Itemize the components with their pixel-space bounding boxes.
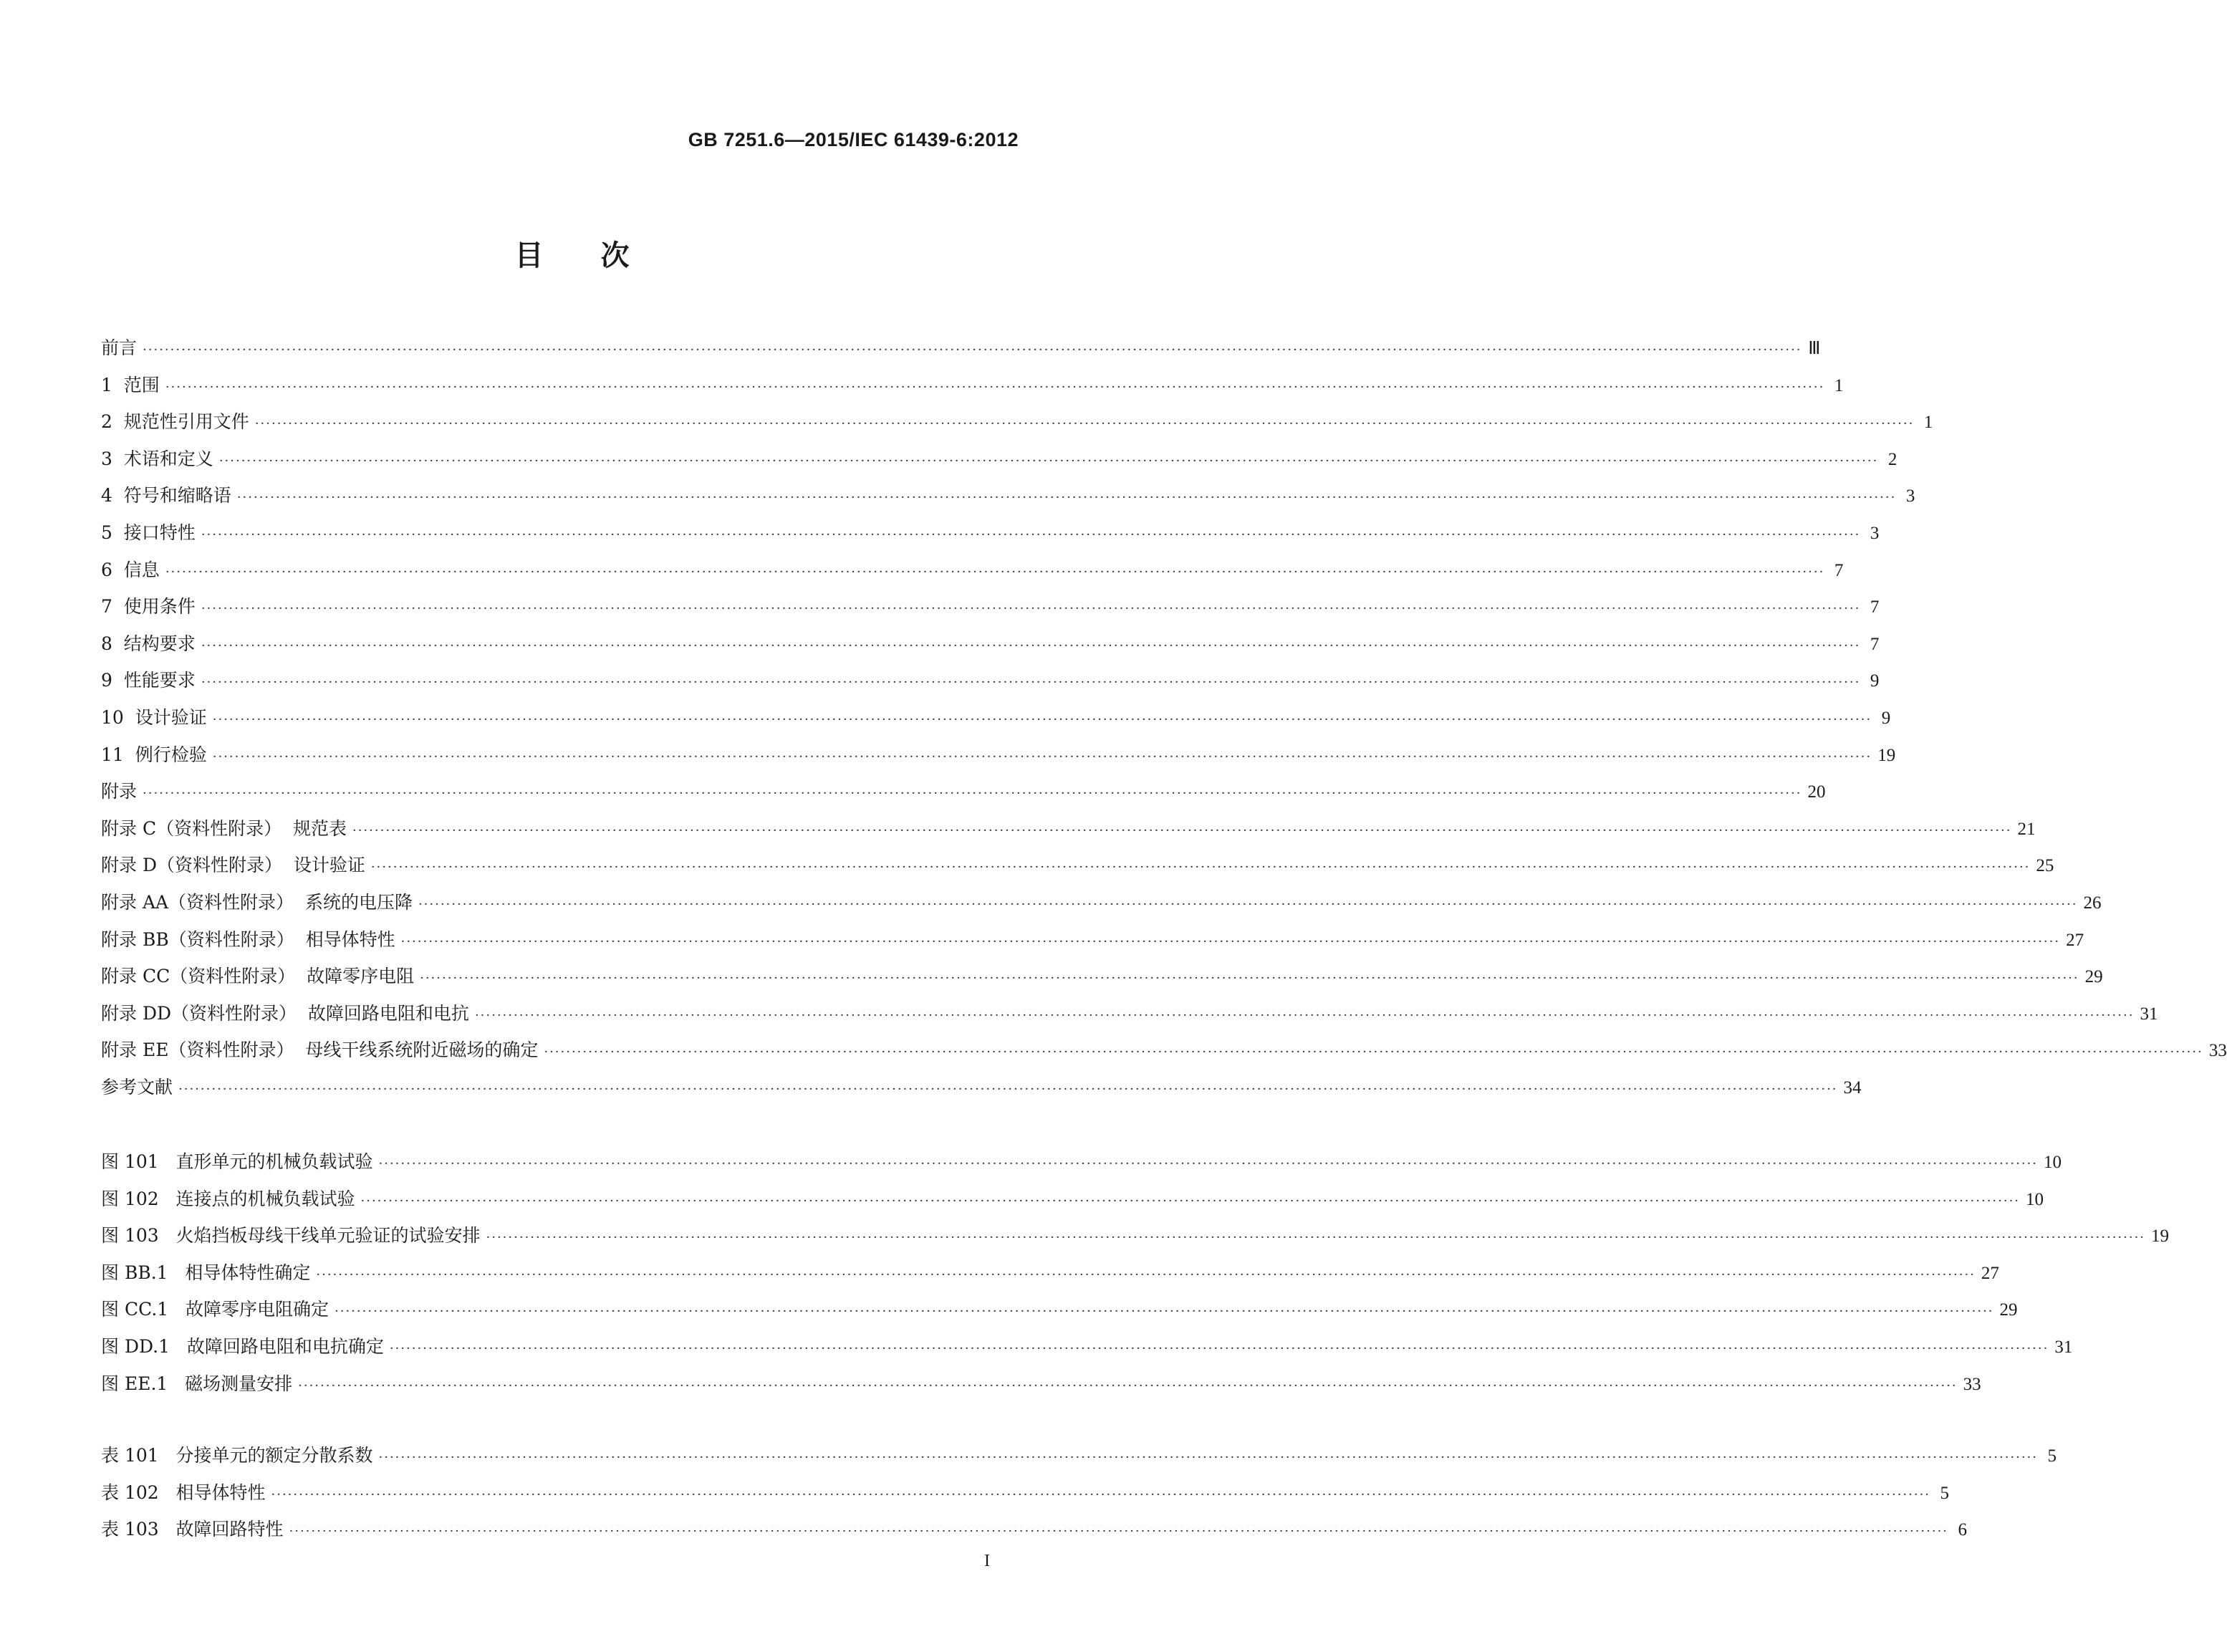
toc-entry-page: 6 [1958,1520,1968,1540]
toc-entry[interactable] [101,588,1880,625]
toc-entry-page: 19 [1877,745,1896,765]
toc-entry-page: 29 [1999,1300,2018,1320]
toc-leader-dots: ············································································································································································································································································································ [236,490,1897,506]
toc-entry[interactable] [101,625,1880,663]
toc-leader-dots: ············································································································································································································································································································ [298,1378,1958,1393]
toc-entry-page: 34 [1843,1077,1862,1098]
toc-entry-page: 7 [1834,560,1844,580]
toc-entry[interactable] [101,958,2103,995]
toc-entry-label: 8 结构要求 [101,625,201,663]
toc-entry-label: 5 接口特性 [101,514,201,552]
toc-leader-dots: ············································································································································································································································································································ [201,675,1861,691]
toc-entry-label: 9 性能要求 [101,662,201,699]
toc-entry-label: 附录 C（资料性附录） 规范表 [101,810,352,847]
toc-entry-label: 表 103 故障回路特性 [101,1511,289,1548]
toc-leader-dots: ············································································································································································································································································································ [143,786,1802,802]
toc-leader-dots: ············································································································································································································································································································ [335,1304,1994,1320]
toc-entry-label: 参考文献 [101,1069,178,1106]
toc-entry-label: 图 CC.1 故障零序电阻确定 [101,1291,335,1328]
toc-entry-page: 19 [2151,1226,2170,1247]
toc-entry[interactable] [101,736,1896,774]
toc-entry-label: 附录 DD（资料性附录） 故障回路电阻和电抗 [101,995,475,1032]
toc-entry[interactable] [101,1181,2044,1218]
toc-entry-label: 11 例行检验 [101,736,213,774]
toc-leader-dots: ············································································································································································································································································································ [389,1340,2049,1356]
toc-leader-dots: ············································································································································································································································································································ [254,416,1915,432]
toc-main-list [101,330,2227,1105]
toc-entry-label: 3 术语和定义 [101,441,219,478]
toc-entry-page: 10 [2044,1153,2062,1172]
toc-entry-page: Ⅲ [1808,339,1821,358]
page-title: 目次 [514,239,687,272]
toc-entry-page: 33 [1963,1374,1981,1394]
toc-leader-dots: ············································································································································································································································································································ [360,1193,2021,1209]
toc-entry-label: 前言 [101,330,143,367]
toc-entry-label: 10 设计验证 [101,699,213,736]
toc-entry-label: 表 101 分接单元的额定分散系数 [101,1437,379,1474]
toc-entry[interactable] [101,1365,1981,1403]
toc-entry[interactable] [101,1143,2062,1181]
toc-entry-page: 5 [2047,1446,2057,1466]
toc-entry[interactable] [101,1217,2170,1254]
toc-entry-page: 7 [1870,634,1880,654]
toc-entry[interactable] [101,514,1880,552]
toc-leader-dots: ············································································································································································································································································································ [201,527,1861,542]
toc-entry-label: 附录 BB（资料性附录） 相导体特性 [101,921,401,959]
toc-leader-dots: ············································································································································································································································································································ [201,601,1861,617]
toc-entry[interactable] [101,441,1897,478]
toc-leader-dots: ············································································································································································································································································································ [370,860,2031,875]
toc-entry-page: 27 [2066,930,2084,950]
toc-leader-dots: ············································································································································································································································································································ [165,379,1825,395]
toc-entry-label: 图 BB.1 相导体特性确定 [101,1254,316,1292]
toc-entry[interactable] [101,995,2158,1032]
toc-entry-label: 图 101 直形单元的机械负载试验 [101,1143,379,1181]
toc-leader-dots: ············································································································································································································································································································ [201,638,1861,653]
toc-entry[interactable] [101,1474,1950,1512]
toc-entry-page: 33 [2208,1041,2227,1061]
toc-entry[interactable] [101,1254,1999,1292]
toc-entry-label: 附录 [101,773,143,810]
toc-leader-dots: ············································································································································································································································································································ [418,896,2078,912]
toc-leader-dots: ············································································································································································································································································································ [400,933,2061,949]
toc-entry-page: 27 [1981,1263,1999,1283]
standard-code: GB 7251.6—2015/IEC 61439-6:2012 [688,129,1019,150]
toc-entry[interactable] [101,773,1826,810]
toc-entry[interactable] [101,884,2102,921]
toc-entry-label: 图 EE.1 磁场测量安排 [101,1365,298,1403]
toc-entry-page: 7 [1870,597,1880,618]
toc-entry-page: 9 [1881,708,1891,728]
toc-leader-dots: ············································································································································································································································································································ [212,711,1872,727]
toc-entry-label: 附录 D（资料性附录） 设计验证 [101,847,371,884]
toc-entry-page: 26 [2083,893,2102,913]
toc-entry-page: 31 [2140,1004,2158,1024]
toc-entry-page: 10 [2026,1189,2044,1209]
toc-entry-page: 9 [1870,671,1880,691]
toc-entry[interactable] [101,1032,2227,1069]
toc-leader-dots: ············································································································································································································································································································ [420,971,2079,986]
toc-entry-label: 6 信息 [101,552,165,589]
toc-leader-dots: ············································································································································································································································································································ [165,564,1825,580]
toc-leader-dots: ············································································································································································································································································································ [289,1524,1949,1540]
toc-entry-label: 表 102 相导体特性 [101,1474,271,1512]
toc-entry-page: 1 [1834,375,1844,395]
toc-entry-label: 图 DD.1 故障回路电阻和电抗确定 [101,1328,390,1365]
toc-entry-label: 7 使用条件 [101,588,201,625]
toc-entry[interactable] [101,367,1844,404]
toc-entry[interactable] [101,1291,2018,1328]
toc-entry-label: 附录 EE（资料性附录） 母线干线系统附近磁场的确定 [101,1032,544,1069]
toc-entry-page: 20 [1807,782,1826,802]
toc-leader-dots: ············································································································································································································································································································ [212,749,1872,764]
toc-tables-list [101,1437,2057,1548]
toc-entry[interactable] [101,847,2054,884]
toc-entry-label: 附录 CC（资料性附录） 故障零序电阻 [101,958,420,995]
toc-leader-dots: ············································································································································································································································································································ [271,1487,1931,1502]
toc-entry[interactable] [101,662,1880,699]
toc-entry-page: 29 [2084,967,2103,987]
toc-entry[interactable] [101,1328,2073,1365]
toc-entry-page: 1 [1923,413,1933,433]
toc-leader-dots: ············································································································································································································································································································ [486,1230,2146,1246]
toc-entry[interactable] [101,1437,2057,1474]
toc-leader-dots: ············································································································································································································································································································ [178,1081,1838,1097]
toc-leader-dots: ············································································································································································································································································································ [218,453,1879,469]
toc-entry[interactable] [101,810,2036,847]
toc-entry-page: 3 [1905,486,1915,506]
toc-figures-list [101,1143,2170,1402]
page-number: I [984,1552,990,1570]
toc-leader-dots: ············································································································································································································································································································ [352,822,2012,838]
toc-entry[interactable] [101,1069,1862,1106]
toc-entry-page: 31 [2054,1337,2073,1357]
toc-entry[interactable] [101,552,1844,589]
toc-entry-label: 2 规范性引用文件 [101,403,255,441]
toc-entry-label: 图 102 连接点的机械负载试验 [101,1181,361,1218]
toc-entry-page: 3 [1870,523,1880,543]
toc-entry[interactable] [101,330,1821,367]
toc-entry-page: 25 [2036,856,2054,876]
toc-leader-dots: ············································································································································································································································································································ [544,1044,2203,1060]
toc-leader-dots: ············································································································································································································································································································ [143,342,1802,357]
toc-entry[interactable] [101,921,2084,959]
toc-entry-label: 图 103 火焰挡板母线干线单元验证的试验安排 [101,1217,486,1254]
toc-leader-dots: ············································································································································································································································································································ [378,1450,2039,1465]
toc-entry-label: 附录 AA（资料性附录） 系统的电压降 [101,884,418,921]
toc-entry[interactable] [101,477,1915,514]
toc-entry-page: 5 [1940,1483,1950,1503]
toc-leader-dots: ············································································································································································································································································································ [474,1007,2135,1023]
toc-entry-page: 2 [1887,449,1897,469]
toc-leader-dots: ············································································································································································································································································································ [316,1267,1976,1282]
toc-entry-label: 4 符号和缩略语 [101,477,237,514]
toc-entry[interactable] [101,1511,1968,1548]
toc-leader-dots: ············································································································································································································································································································ [378,1156,2039,1171]
toc-entry-label: 1 范围 [101,367,165,404]
toc-entry-page: 21 [2017,819,2036,839]
toc-entry[interactable] [101,403,1933,441]
toc-entry[interactable] [101,699,1891,736]
